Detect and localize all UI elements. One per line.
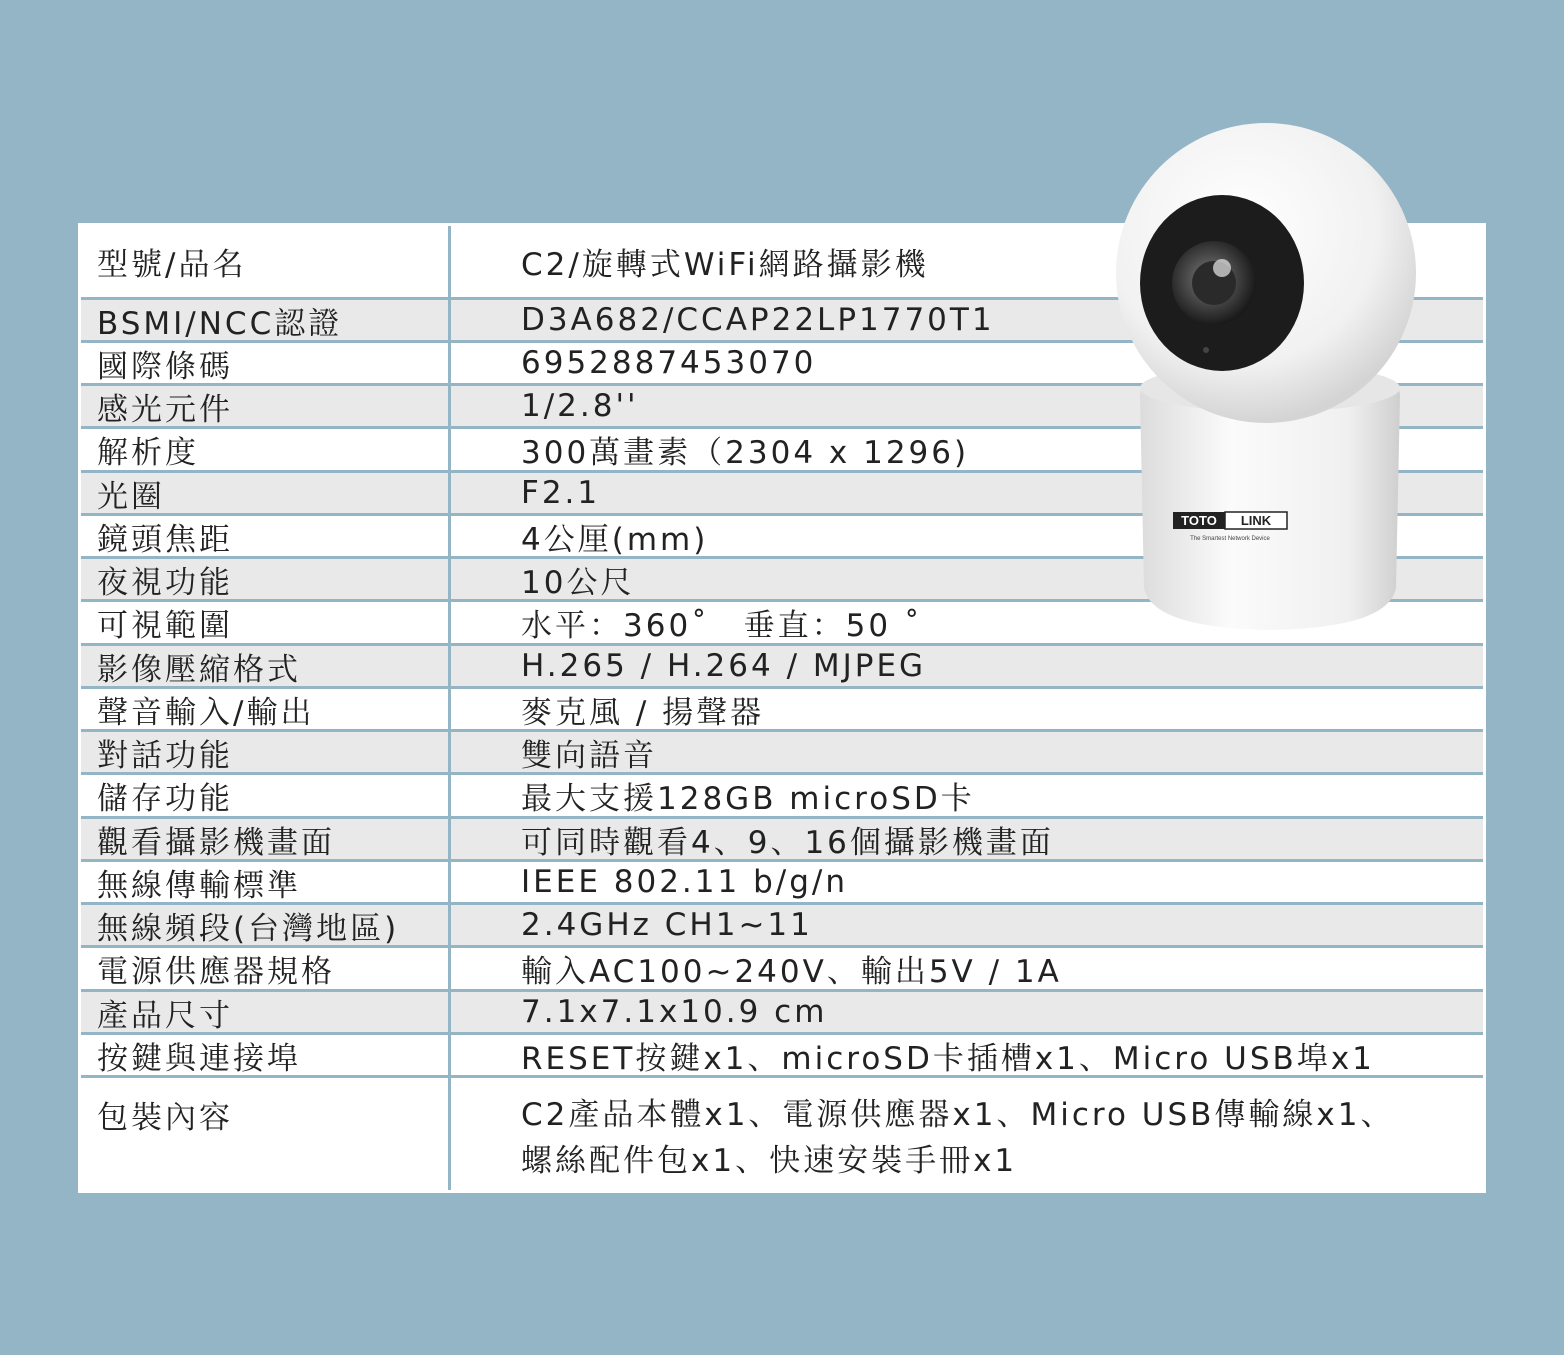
spec-label: 型號/品名: [81, 226, 451, 297]
spec-value: 300萬畫素（2304 x 1296): [521, 435, 970, 470]
spec-label: 影像壓縮格式: [81, 646, 451, 686]
spec-label: 國際條碼: [81, 343, 451, 383]
spec-label: 產品尺寸: [81, 992, 451, 1032]
spec-row-ports: [81, 1035, 1483, 1078]
spec-label: 對話功能: [81, 732, 451, 772]
spec-label: 電源供應器規格: [81, 948, 451, 989]
spec-row-package: [81, 1078, 1483, 1190]
logo-left-text: TOTO: [1181, 513, 1217, 528]
spec-row-talk: [81, 732, 1483, 775]
spec-value: 雙向語音: [521, 737, 657, 772]
spec-value: 10公尺: [521, 564, 635, 599]
spec-label: 夜視功能: [81, 559, 451, 599]
spec-label: 無線頻段(台灣地區): [81, 905, 451, 945]
spec-value: 可同時觀看4、9、16個攝影機畫面: [521, 824, 1054, 859]
spec-row-wireless-standard: [81, 862, 1483, 905]
spec-label: 聲音輸入/輸出: [81, 689, 451, 729]
spec-value: [451, 1078, 1483, 1190]
spec-row-compression: [81, 646, 1483, 689]
spec-label: BSMI/NCC認證: [81, 300, 451, 340]
spec-label: 鏡頭焦距: [81, 516, 451, 556]
spec-value: 4公厘(mm): [521, 521, 709, 556]
spec-value: D3A682/CCAP22LP1770T1: [521, 302, 995, 338]
spec-value: 1/2.8'': [521, 388, 639, 424]
spec-label: 解析度: [81, 429, 451, 470]
spec-value: 7.1x7.1x10.9 cm: [521, 994, 828, 1030]
spec-value: H.265 / H.264 / MJPEG: [521, 648, 927, 684]
spec-value: 水平：360˚ 垂直：50 ˚: [521, 608, 923, 643]
spec-value: 6952887453070: [521, 345, 817, 381]
spec-value: 麥克風 / 揚聲器: [521, 694, 765, 729]
spec-value: RESET按鍵x1、microSD卡插槽x1、Micro USB埠x1: [521, 1040, 1375, 1075]
spec-value: C2/旋轉式WiFi網路攝影機: [521, 247, 929, 283]
spec-label: 可視範圍: [81, 602, 451, 643]
package-line-2: 螺絲配件包x1、快速安裝手冊x1: [521, 1143, 1018, 1179]
spec-value: 最大支援128GB microSD卡: [521, 781, 975, 816]
spec-row-audio: [81, 689, 1483, 732]
spec-value: 2.4GHz CH1~11: [521, 907, 813, 943]
spec-row-power: [81, 948, 1483, 992]
spec-label: 按鍵與連接埠: [81, 1035, 451, 1075]
spec-label: 觀看攝影機畫面: [81, 819, 451, 859]
logo-right-text: LINK: [1240, 513, 1272, 528]
spec-label: 無線傳輸標準: [81, 862, 451, 902]
logo-tagline: The Smartest Network Device: [1190, 536, 1270, 542]
spec-value: 輸入AC100~240V、輸出5V / 1A: [521, 954, 1062, 989]
spec-row-dimensions: [81, 992, 1483, 1035]
spec-value: IEEE 802.11 b/g/n: [521, 864, 848, 900]
spec-label: 感光元件: [81, 386, 451, 426]
spec-row-wireless-band: [81, 905, 1483, 948]
package-line-1: C2產品本體x1、電源供應器x1、Micro USB傳輸線x1、: [521, 1097, 1395, 1133]
spec-row-multi-view: [81, 819, 1483, 862]
camera-product-image: [1110, 118, 1430, 638]
spec-label: 光圈: [81, 473, 451, 513]
spec-row-storage: [81, 775, 1483, 819]
spec-value: F2.1: [521, 475, 601, 511]
spec-label: 儲存功能: [81, 775, 451, 816]
spec-label: 包裝內容: [81, 1078, 451, 1190]
